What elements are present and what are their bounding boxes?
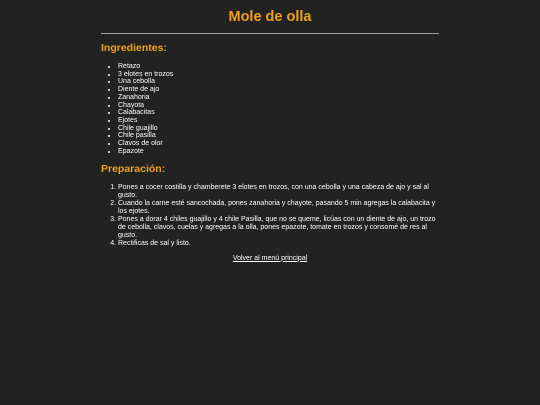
preparation-steps	[101, 184, 439, 247]
list-item: • Una cebolla	[118, 78, 439, 86]
list-item: • Chayota	[118, 102, 439, 110]
list-item: • Clavos de olor	[118, 140, 439, 148]
list-item: • Calabacitas	[118, 109, 439, 117]
list-item: • Chile guajillo	[118, 125, 439, 133]
back-link-container	[101, 254, 439, 263]
ingredients-list	[101, 63, 439, 155]
preparation-heading: Preparación:	[101, 163, 166, 176]
step-item: 3. Pones a dorar 4 chiles guajillo y 4 chile Pasilla, que no se queme, licúas con un diente de ajo, un trozo de cebolla, clavos, cuelas y agregas a la olla, pones epazote, tomate en trozos y consomé de res al gusto.	[118, 216, 439, 240]
list-item: • Diente de ajo	[118, 86, 439, 94]
list-item: • Retazo	[118, 63, 439, 71]
list-item: • Epazote	[118, 148, 439, 156]
back-to-menu-link[interactable]: Volver al menú principal	[232, 254, 308, 262]
list-item: • Zanahoria	[118, 94, 439, 102]
step-item: 1. Pones a cocer costilla y chamberete 3 elotes en trozos, con una cebolla y una cabeza de ajo y sal al gusto.	[118, 184, 439, 200]
list-item: • Ejotes	[118, 117, 439, 125]
page-title: Mole de olla	[228, 9, 312, 25]
ingredients-heading: Ingredientes:	[101, 42, 167, 54]
list-item: • Chile pasilla	[118, 132, 439, 140]
step-item: 4. Rectificas de sal y listo.	[118, 240, 439, 248]
list-item: • 3 elotes en trozos	[118, 71, 439, 79]
step-item: 2. Cuando la carne esté sancochada, pones zanahoria y chayote, pasando 5 min agregas la calabacita y los ejotes.	[118, 200, 439, 216]
recipe-page	[101, 0, 439, 263]
title-divider	[101, 33, 439, 34]
